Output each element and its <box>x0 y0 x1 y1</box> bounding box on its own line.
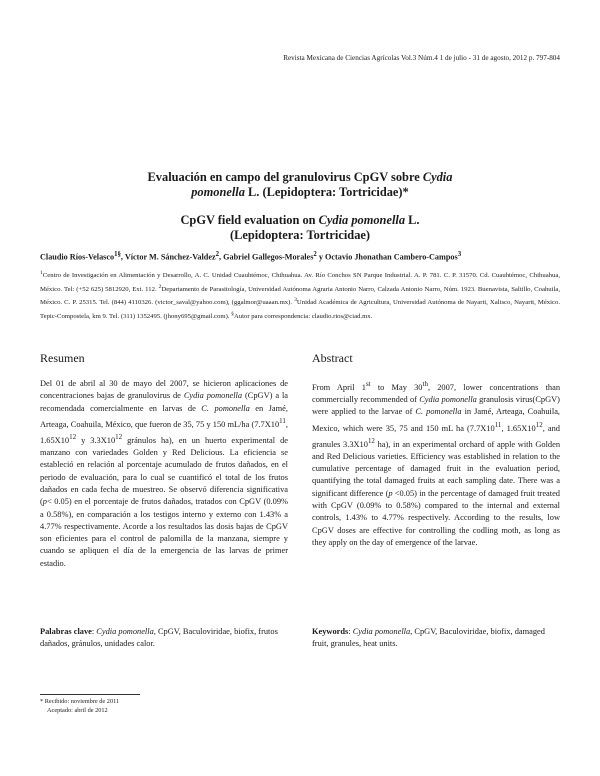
abstract-t3: , 2007, lower concentrations than commercially recommended of <box>312 382 561 405</box>
abstract-t2: to May 30 <box>370 382 423 392</box>
affil-mark-3: 3 <box>294 297 297 304</box>
author-3: , Gabriel Gallegos-Morales <box>219 252 314 262</box>
affil-text-3: Unidad Académica de Agricultura, Universidad Autónoma de Nayarit, Xalisco, Nayarit, México. Tepic-Compostela, km 9. Tel. (311) 1352495. (jhony695@gmail.com). <box>40 299 560 321</box>
resumen-i2: C. pomonella <box>201 403 250 413</box>
resumen-i1: Cydia pomonella <box>183 391 243 401</box>
author-2-mark: 2 <box>215 251 220 258</box>
title-en-line2: (Lepidoptera: Tortricidae) <box>229 228 371 242</box>
kw-es-species: Cydia pomonella <box>96 627 154 636</box>
abstract-s3: 11 <box>494 420 502 429</box>
abstract-t6: , 1.65X10 <box>501 423 536 433</box>
title-es-pre: Evaluación en campo del granulovirus CpGV sobre <box>147 170 423 184</box>
title-english <box>60 213 540 243</box>
abstract-s2: th <box>422 380 428 388</box>
resumen-heading: Resumen <box>40 351 85 365</box>
resumen-s1: 11 <box>279 416 286 425</box>
footnote-divider <box>40 694 140 695</box>
abstract-t7: , and granules 3.3X10 <box>312 423 560 449</box>
resumen-text <box>40 378 288 570</box>
resumen-t3: en Jamé, Arteaga, Coahuila, México, que fueron de 35, 75 y 150 mL/ha (7.7X10 <box>40 403 288 429</box>
abstract-t1: From April 1 <box>312 382 366 392</box>
journal-header: Revista Mexicana de Ciencias Agrícolas Vol.3 Núm.4 1 de julio - 31 de agosto, 2012 p. 797-804 <box>283 54 560 62</box>
author-list <box>40 249 560 263</box>
abstract-i1: Cydia pomonella <box>419 395 477 405</box>
author-4-mark: 3 <box>457 251 462 258</box>
kw-en-list: , CpGV, Baculoviridae, biofix, damaged fruit, granules, heat units. <box>312 627 545 649</box>
abstract-i2: C. pomonella <box>415 407 462 417</box>
resumen-t7: < 0.05) en el porcentaje de frutos dañados, tratados con CpGV (0.09% a 0.58%), en comparación a los testigos interno y externo con 1.43% a 4.77% respectivamente. Acorde a los resultados las dosis bajas de CpGV son eficientes para el control de palomilla de la manzana, siempre y cuando se apliquen el día de la emergencia de las larvas de primer estadio. <box>40 497 288 568</box>
kw-es-sep: : <box>91 627 97 636</box>
author-1: Claudio Ríos-Velasco <box>40 252 115 262</box>
footnote-accepted: Aceptado: abril de 2012 <box>47 706 108 714</box>
keywords-english <box>312 626 560 651</box>
abstract-text <box>312 378 560 549</box>
abstract-t9: <0.05) in the percentage of damaged fruit treated with CpGV (0.09% to 0.58%) compared to the internal and external controls, 1.43% to 4.77% respectively. According to the results, low CpGV doses are effective for controlling the codling moth, as long as they apply on the day of emergence of the larvae. <box>312 488 560 547</box>
resumen-t1: Del 01 de abril al 30 de mayo del 2007, se hicieron aplicaciones de concentraciones bajas de granulovirus de <box>40 379 288 401</box>
abstract-t8: ha), in an experimental orchard of apple with Golden and Red Delicious varieties. Efficiency was established in relation to the cumulative percentage of damaged fruit in the evaluation period, quantifying the total damaged fruits at each sampling date. There was a significant difference ( <box>312 439 561 498</box>
kw-es-label: Palabras clave <box>40 627 92 636</box>
abstract-s5: 12 <box>367 436 375 445</box>
affiliations <box>40 268 560 323</box>
title-en-post: L. <box>405 213 420 227</box>
abstract-t5: in Jamé, Arteaga, Coahuila, Mexico, which were 35, 75 and 150 mL ha (7.7X10 <box>312 407 561 433</box>
resumen-i3: p <box>42 497 47 507</box>
affil-text-1: Centro de Investigación en Alimentación y Desarrollo, A. C. Unidad Cuauhtémoc, Chihuahua. Av. Río Conchos SN Parque Industrial. A. P. 781. C. P. 31570. Cd. Cuauhtémoc, Chihuahua, México. Tel: (+52 625) 5812920, Ext. 112. <box>40 272 560 293</box>
abstract-s4: 12 <box>535 420 543 429</box>
title-es-genus: Cydia <box>422 170 453 184</box>
title-es-post: L. (Lepidoptera: Tortricidae)* <box>244 185 409 199</box>
affil-mark-corr: § <box>231 310 234 317</box>
abstract-heading: Abstract <box>312 351 353 365</box>
abstract-s1: st <box>365 380 371 388</box>
affil-correspondence: Autor para correspondencia: claudio.rios@ciad.mx. <box>233 313 373 321</box>
affil-mark-2: 2 <box>158 283 162 290</box>
title-en-pre: CpGV field evaluation on <box>180 213 319 227</box>
title-es-species: pomonella <box>191 185 245 199</box>
author-2: , Víctor M. Sánchez-Valdez <box>120 252 216 262</box>
author-3-mark: 2 <box>313 251 317 258</box>
kw-en-species: Cydia pomonella <box>352 627 411 636</box>
author-1-mark: 1§ <box>114 251 121 258</box>
affil-text-2: Departamento de Parasitología, Universidad Autónoma Agraria Antonio Narro, Calzada Antonio Narro, Núm. 1923. Buenavista, Saltillo, Coahuila, México. C. P. 25315. Tel. (844) 4110326. (victor_saval@yahoo.com), (ggalmor@uaaan.mx). <box>40 285 561 307</box>
abstract-t4: granulosis virus(CpGV) were applied to the larvae of <box>312 395 560 417</box>
resumen-t2: (CpGV) a la recomendada comercialmente en larvas de <box>40 391 288 413</box>
title-en-species: Cydia pomonella <box>318 213 406 227</box>
kw-es-list: , CpGV, Baculoviridae, biofix, frutos dañados, gránulos, unidades calor. <box>40 627 278 649</box>
title-spanish <box>60 170 540 200</box>
kw-en-sep: : <box>348 627 353 636</box>
resumen-s3: 12 <box>115 432 123 441</box>
footnotes <box>40 698 119 715</box>
kw-en-label: Keywords <box>312 627 349 636</box>
resumen-t5: y 3.3X10 <box>76 435 116 445</box>
author-4: y Octavio Jhonathan Cambero-Campos <box>316 252 458 262</box>
resumen-t4: , 1.65X10 <box>40 419 288 445</box>
resumen-s2: 12 <box>69 432 77 441</box>
resumen-t6: gránulos ha), en un huerto experimental de manzano con variedades Golden y Red Delicious. La eficiencia se estableció en relación al porcentaje acumulado de frutos dañados, en el periodo de evaluación, para lo cual se cuantificó el total de los frutos dañados en cada fecha de muestreo. Se observó diferencia significativa ( <box>40 435 288 507</box>
abstract-i3: p <box>388 488 393 498</box>
affil-mark-1: 1 <box>40 270 43 276</box>
footnote-received: * Recibido: noviembre de 2011 <box>40 698 120 705</box>
keywords-spanish <box>40 626 288 651</box>
